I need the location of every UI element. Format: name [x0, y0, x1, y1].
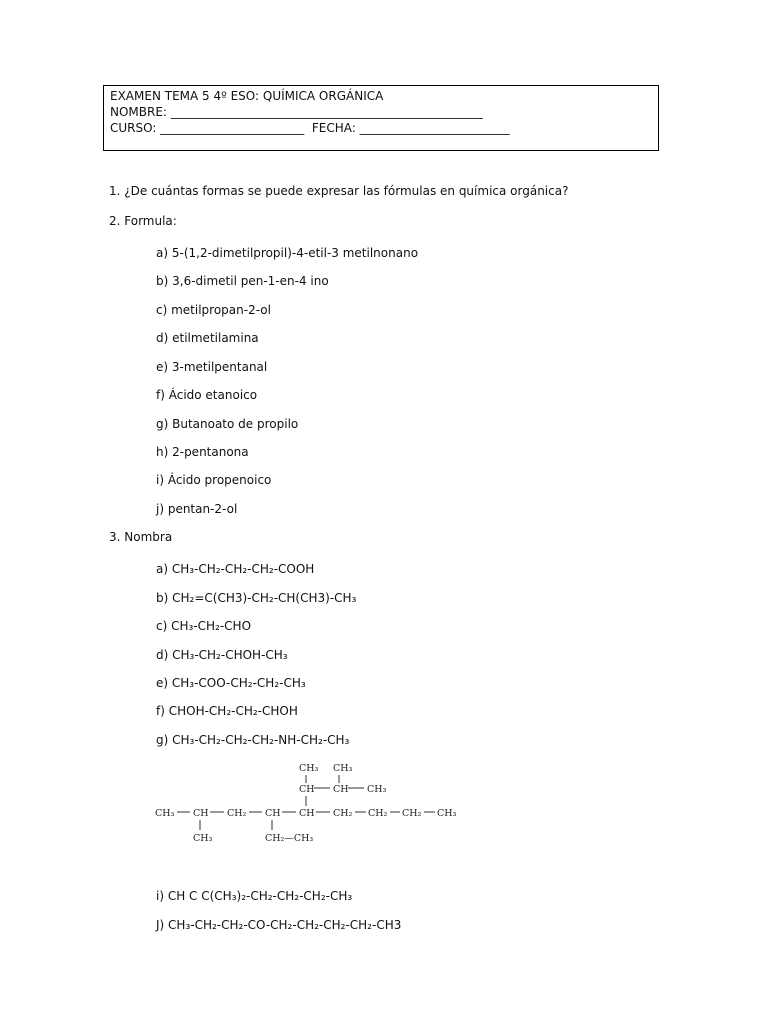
q2-item: g) Butanoato de propilo: [156, 417, 299, 431]
structure-chain-atom: CH₂: [368, 808, 388, 819]
q2-item: e) 3-metilpentanal: [156, 360, 268, 374]
question-1: 1. ¿De cuántas formas se puede expresar las fórmulas en química orgánica?: [109, 184, 569, 198]
q2-item: h) 2-pentanona: [156, 445, 249, 459]
q3-item: i) CH C C(CH₃)₂-CH₂-CH₂-CH₂-CH₃: [156, 889, 353, 903]
exam-title: EXAMEN TEMA 5 4º ESO: QUÍMICA ORGÁNICA: [110, 89, 384, 103]
q2-item: b) 3,6-dimetil pen-1-en-4 ino: [156, 274, 329, 288]
structure-branch-methyl: CH₃: [299, 763, 319, 774]
question-2-title: 2. Formula:: [109, 214, 177, 228]
structure-branch-methyl: CH₃: [333, 763, 353, 774]
skeletal-structure-diagram: [150, 756, 470, 846]
structure-chain-atom: CH: [265, 808, 281, 819]
course-date-line: [110, 120, 652, 136]
structure-branch-methyl: CH₃: [367, 784, 387, 795]
structure-chain-atom: CH₃: [155, 808, 175, 819]
structure-chain-atom: CH: [299, 808, 315, 819]
structure-chain-atom: CH: [193, 808, 209, 819]
structure-chain-atom: CH₂: [227, 808, 247, 819]
structure-branch-ch: CH: [299, 784, 315, 795]
q2-item: i) Ácido propenoico: [156, 473, 272, 487]
structure-chain-atom: CH₂: [402, 808, 422, 819]
q2-item: j) pentan-2-ol: [156, 502, 238, 516]
exam-header-box: [103, 85, 659, 151]
q3-item: a) CH₃-CH₂-CH₂-CH₂-COOH: [156, 562, 315, 576]
q2-item: a) 5-(1,2-dimetilpropil)-4-etil-3 metilnonano: [156, 246, 419, 260]
structure-methyl-substituent: CH₃: [193, 833, 213, 844]
q3-item: f) CHOH-CH₂-CH₂-CHOH: [156, 704, 298, 718]
name-line: NOMBRE: ____________________________________________________: [110, 105, 483, 119]
structure-chain-atom: CH₃: [437, 808, 457, 819]
q3-item: J) CH₃-CH₂-CH₂-CO-CH₂-CH₂-CH₂-CH₂-CH3: [156, 918, 402, 932]
q2-item: d) etilmetilamina: [156, 331, 259, 345]
q3-item: c) CH₃-CH₂-CHO: [156, 619, 252, 633]
q3-item: g) CH₃-CH₂-CH₂-CH₂-NH-CH₂-CH₃: [156, 733, 350, 747]
date-field: FECHA: _________________________: [311, 121, 510, 135]
structure-ethyl-substituent: CH₂—CH₃: [265, 833, 314, 844]
q2-item: c) metilpropan-2-ol: [156, 303, 271, 317]
question-3-title: 3. Nombra: [109, 530, 173, 544]
q2-item: f) Ácido etanoico: [156, 388, 258, 402]
q3-item: e) CH₃-COO-CH₂-CH₂-CH₃: [156, 676, 306, 690]
course-field: CURSO: ________________________: [110, 121, 305, 135]
q3-item: b) CH₂=C(CH3)-CH₂-CH(CH3)-CH₃: [156, 591, 357, 605]
structure-branch-ch: CH: [333, 784, 349, 795]
structure-chain-atom: CH₂: [333, 808, 353, 819]
q3-item: d) CH₃-CH₂-CHOH-CH₃: [156, 648, 288, 662]
